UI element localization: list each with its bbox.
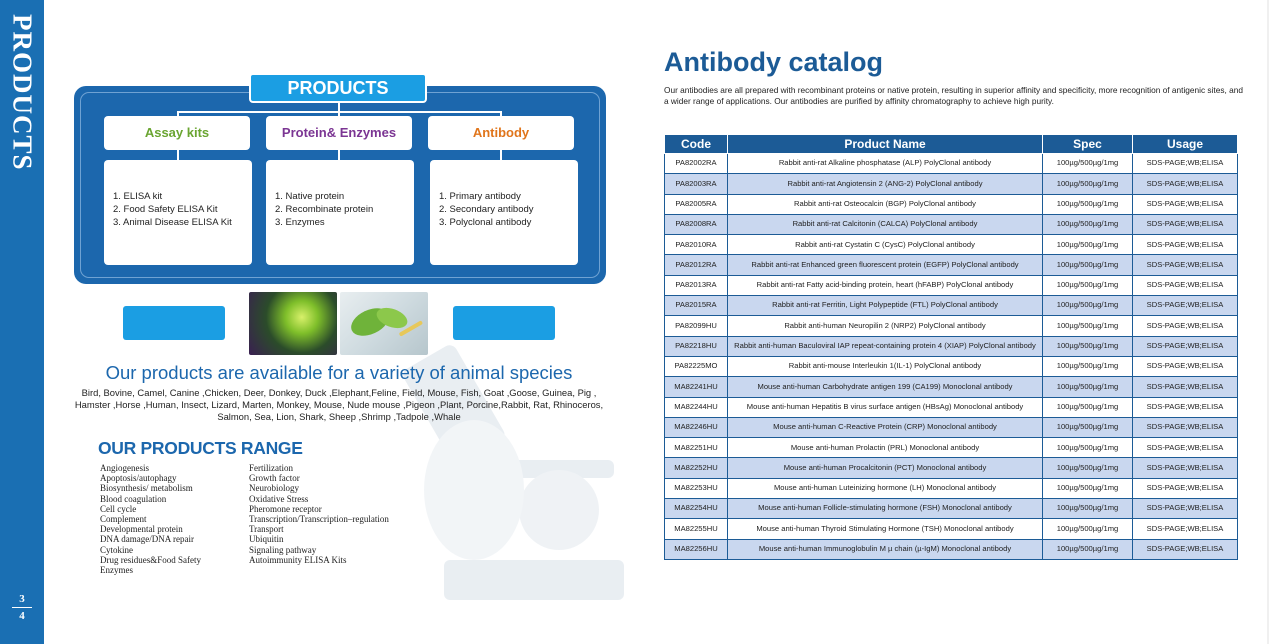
range-item: Angiogenesis bbox=[100, 463, 149, 473]
cell-usage: SDS-PAGE;WB;ELISA bbox=[1133, 154, 1238, 174]
cell-code: PA82225MO bbox=[665, 356, 728, 376]
range-item: Cell cycle bbox=[100, 503, 137, 514]
cell-product-name: Mouse anti-human Luteinizing hormone (LH) Monoclonal antibody bbox=[728, 478, 1043, 498]
cell-spec: 100µg/500µg/1mg bbox=[1043, 458, 1133, 478]
table-row bbox=[665, 336, 1238, 356]
cell-product-name: Mouse anti-human C-Reactive Protein (CRP) Monoclonal antibody bbox=[728, 417, 1043, 437]
cell-code: MA82252HU bbox=[665, 458, 728, 478]
cell-product-name: Mouse anti-human Procalcitonin (PCT) Monoclonal antibody bbox=[728, 458, 1043, 478]
range-title: OUR PRODUCTS RANGE bbox=[98, 438, 303, 458]
cell-usage: SDS-PAGE;WB;ELISA bbox=[1133, 377, 1238, 397]
range-item: Transport bbox=[249, 524, 284, 535]
cell-spec: 100µg/500µg/1mg bbox=[1043, 356, 1133, 376]
cell-code: PA82002RA bbox=[665, 154, 728, 174]
cell-product-name: Rabbit anti-mouse Interleukin 1(IL-1) PolyClonal antibody bbox=[728, 356, 1043, 376]
table-row bbox=[665, 194, 1238, 214]
plant-sample-photo bbox=[340, 292, 428, 355]
cell-product-name: Mouse anti-human Thyroid Stimulating Hormone (TSH) Monoclonal antibody bbox=[728, 519, 1043, 539]
range-column-1 bbox=[100, 463, 201, 575]
table-row bbox=[665, 438, 1238, 458]
table-row bbox=[665, 478, 1238, 498]
cell-usage: SDS-PAGE;WB;ELISA bbox=[1133, 438, 1238, 458]
cell-spec: 100µg/500µg/1mg bbox=[1043, 499, 1133, 519]
cell-usage: SDS-PAGE;WB;ELISA bbox=[1133, 296, 1238, 316]
cell-spec: 100µg/500µg/1mg bbox=[1043, 438, 1133, 458]
list-item: 3. Enzymes bbox=[275, 217, 325, 228]
cell-usage: SDS-PAGE;WB;ELISA bbox=[1133, 275, 1238, 295]
category-antibody: Antibody bbox=[428, 116, 574, 150]
cell-usage: SDS-PAGE;WB;ELISA bbox=[1133, 539, 1238, 559]
cell-product-name: Mouse anti-human Prolactin (PRL) Monoclonal antibody bbox=[728, 438, 1043, 458]
cell-usage: SDS-PAGE;WB;ELISA bbox=[1133, 194, 1238, 214]
cell-code: MA82244HU bbox=[665, 397, 728, 417]
category-assay-kits: Assay kits bbox=[104, 116, 250, 150]
cell-code: PA82008RA bbox=[665, 214, 728, 234]
range-item: Oxidative Stress bbox=[249, 493, 309, 504]
cell-product-name: Rabbit anti-rat Calcitonin (CALCA) PolyClonal antibody bbox=[728, 214, 1043, 234]
list-item: 2. Food Safety ELISA Kit bbox=[113, 204, 218, 215]
range-item: DNA damage/DNA repair bbox=[100, 534, 194, 545]
cell-code: MA82256HU bbox=[665, 539, 728, 559]
cell-spec: 100µg/500µg/1mg bbox=[1043, 539, 1133, 559]
range-item: Transcription/Transcription–regulation bbox=[249, 514, 389, 525]
table-row bbox=[665, 356, 1238, 376]
range-item: Complement bbox=[100, 514, 147, 525]
range-item: Autoimmunity ELISA Kits bbox=[249, 554, 347, 565]
table-row bbox=[665, 275, 1238, 295]
products-header: PRODUCTS bbox=[249, 73, 427, 103]
cell-product-name: Mouse anti-human Follicle-stimulating hormone (FSH) Monoclonal antibody bbox=[728, 499, 1043, 519]
table-row bbox=[665, 154, 1238, 174]
page-numbers bbox=[0, 593, 44, 622]
column-header-usage: Usage bbox=[1133, 135, 1238, 154]
cell-code: PA82005RA bbox=[665, 194, 728, 214]
table-row bbox=[665, 316, 1238, 336]
antibody-catalog-table bbox=[664, 134, 1238, 560]
list-item: 2. Secondary antibody bbox=[439, 204, 534, 215]
cell-product-name: Rabbit anti-rat Cystatin C (CysC) PolyClonal antibody bbox=[728, 235, 1043, 255]
cell-spec: 100µg/500µg/1mg bbox=[1043, 194, 1133, 214]
cell-code: MA82241HU bbox=[665, 377, 728, 397]
range-item: Pheromone receptor bbox=[249, 503, 322, 514]
cell-usage: SDS-PAGE;WB;ELISA bbox=[1133, 356, 1238, 376]
antibody-list bbox=[430, 160, 578, 265]
list-item: 3. Polyclonal antibody bbox=[439, 217, 532, 228]
assay-kits-list bbox=[104, 160, 252, 265]
cell-code: MA82255HU bbox=[665, 519, 728, 539]
cell-product-name: Mouse anti-human Immunoglobulin M µ chain (µ-IgM) Monoclonal antibody bbox=[728, 539, 1043, 559]
page-number-bottom: 4 bbox=[19, 610, 25, 622]
cell-code: MA82246HU bbox=[665, 417, 728, 437]
category-protein-enzymes: Protein& Enzymes bbox=[266, 116, 412, 150]
cell-spec: 100µg/500µg/1mg bbox=[1043, 255, 1133, 275]
table-row bbox=[665, 296, 1238, 316]
range-item: Developmental protein bbox=[100, 524, 183, 535]
cell-usage: SDS-PAGE;WB;ELISA bbox=[1133, 499, 1238, 519]
cell-product-name: Mouse anti-human Hepatitis B virus surface antigen (HBsAg) Monoclonal antibody bbox=[728, 397, 1043, 417]
column-header-spec: Spec bbox=[1043, 135, 1133, 154]
catalog-title: Antibody catalog bbox=[664, 47, 884, 77]
list-item: 1. ELISA kit bbox=[113, 191, 163, 202]
column-header-code: Code bbox=[665, 135, 728, 154]
table-row bbox=[665, 174, 1238, 194]
right-page bbox=[634, 0, 1269, 644]
table-row bbox=[665, 255, 1238, 275]
cell-spec: 100µg/500µg/1mg bbox=[1043, 519, 1133, 539]
cell-usage: SDS-PAGE;WB;ELISA bbox=[1133, 235, 1238, 255]
table-row bbox=[665, 519, 1238, 539]
variety-title: Our products are available for a variety of animal species bbox=[105, 362, 573, 383]
cell-code: MA82254HU bbox=[665, 499, 728, 519]
table-row bbox=[665, 539, 1238, 559]
range-item: Enzymes bbox=[100, 565, 133, 576]
cell-usage: SDS-PAGE;WB;ELISA bbox=[1133, 417, 1238, 437]
cell-usage: SDS-PAGE;WB;ELISA bbox=[1133, 316, 1238, 336]
cell-spec: 100µg/500µg/1mg bbox=[1043, 275, 1133, 295]
catalog-intro: Our antibodies are all prepared with recombinant proteins or native protein, resulting in superior affinity and specificity, more recognition of antigenic sites, and a wider range of applications. Our antibodies are purified by affinity chromatography to achieve high purity. bbox=[664, 85, 1243, 106]
species-list: Bird, Bovine, Camel, Canine ,Chicken, Deer, Donkey, Duck ,Elephant,Feline, Field, Mouse, Fish, Goat ,Goose, Guinea, Pig , Hamster ,Horse ,Human, Insect, Lizard, Marten, Monkey, Mouse, Nude mouse ,Pigeon ,Plant, Porcine,Rabbit, Rat, Rhinoceros, Salmon, Sea, Lion, Shark, Sheep ,Shrimp ,Tadpole ,Whale bbox=[74, 387, 604, 422]
left-page bbox=[44, 0, 634, 644]
cell-usage: SDS-PAGE;WB;ELISA bbox=[1133, 255, 1238, 275]
cell-spec: 100µg/500µg/1mg bbox=[1043, 214, 1133, 234]
range-item: Biosynthesis/ metabolism bbox=[100, 483, 193, 494]
cell-usage: SDS-PAGE;WB;ELISA bbox=[1133, 397, 1238, 417]
leaf-icon bbox=[340, 292, 428, 355]
catalog-body bbox=[665, 154, 1238, 560]
cell-code: PA82010RA bbox=[665, 235, 728, 255]
range-item: Blood coagulation bbox=[100, 493, 167, 504]
cell-product-name: Rabbit anti-rat Alkaline phosphatase (ALP) PolyClonal antibody bbox=[728, 154, 1043, 174]
side-title bbox=[2, 14, 42, 214]
cell-product-name: Rabbit anti-rat Osteocalcin (BGP) PolyClonal antibody bbox=[728, 194, 1043, 214]
page-number-rule bbox=[12, 607, 32, 608]
cell-usage: SDS-PAGE;WB;ELISA bbox=[1133, 336, 1238, 356]
cell-usage: SDS-PAGE;WB;ELISA bbox=[1133, 174, 1238, 194]
cell-product-name: Rabbit anti-human Neuropilin 2 (NRP2) PolyClonal antibody bbox=[728, 316, 1043, 336]
cell-spec: 100µg/500µg/1mg bbox=[1043, 174, 1133, 194]
cell-code: PA82013RA bbox=[665, 275, 728, 295]
range-item: Fertilization bbox=[249, 463, 293, 473]
blue-pill-right bbox=[453, 306, 555, 340]
page-number-top: 3 bbox=[19, 593, 25, 605]
cell-culture-photo bbox=[249, 292, 337, 355]
blue-pill-left bbox=[123, 306, 225, 340]
cell-code: PA82003RA bbox=[665, 174, 728, 194]
list-item: 1. Primary antibody bbox=[439, 191, 521, 202]
cell-product-name: Rabbit anti-rat Ferritin, Light Polypeptide (FTL) PolyClonal antibody bbox=[728, 296, 1043, 316]
cell-spec: 100µg/500µg/1mg bbox=[1043, 336, 1133, 356]
table-row bbox=[665, 417, 1238, 437]
cell-product-name: Mouse anti-human Carbohydrate antigen 199 (CA199) Monoclonal antibody bbox=[728, 377, 1043, 397]
cell-spec: 100µg/500µg/1mg bbox=[1043, 397, 1133, 417]
cell-spec: 100µg/500µg/1mg bbox=[1043, 235, 1133, 255]
cell-code: PA82218HU bbox=[665, 336, 728, 356]
cell-product-name: Rabbit anti-human Baculoviral IAP repeat-containing protein 4 (XIAP) PolyClonal antibody bbox=[728, 336, 1043, 356]
table-header-row bbox=[665, 135, 1238, 154]
range-item: Ubiquitin bbox=[249, 534, 284, 545]
cell-code: MA82251HU bbox=[665, 438, 728, 458]
cell-spec: 100µg/500µg/1mg bbox=[1043, 316, 1133, 336]
range-item: Drug residues&Food Safety bbox=[100, 554, 201, 565]
cell-code: PA82099HU bbox=[665, 316, 728, 336]
table-row bbox=[665, 499, 1238, 519]
protein-enzymes-list bbox=[266, 160, 414, 265]
table-row bbox=[665, 397, 1238, 417]
range-column-2 bbox=[249, 463, 389, 565]
cell-product-name: Rabbit anti-rat Fatty acid-binding protein, heart (hFABP) PolyClonal antibody bbox=[728, 275, 1043, 295]
side-band bbox=[0, 0, 44, 644]
cell-spec: 100µg/500µg/1mg bbox=[1043, 478, 1133, 498]
cell-code: PA82015RA bbox=[665, 296, 728, 316]
cell-spec: 100µg/500µg/1mg bbox=[1043, 154, 1133, 174]
range-item: Signaling pathway bbox=[249, 544, 317, 555]
cell-spec: 100µg/500µg/1mg bbox=[1043, 377, 1133, 397]
column-header-product-name: Product Name bbox=[728, 135, 1043, 154]
cell-usage: SDS-PAGE;WB;ELISA bbox=[1133, 519, 1238, 539]
cell-code: PA82012RA bbox=[665, 255, 728, 275]
cell-usage: SDS-PAGE;WB;ELISA bbox=[1133, 478, 1238, 498]
cell-code: MA82253HU bbox=[665, 478, 728, 498]
list-item: 3. Animal Disease ELISA Kit bbox=[113, 217, 232, 228]
table-row bbox=[665, 377, 1238, 397]
list-item: 2. Recombinate protein bbox=[275, 204, 374, 215]
cell-usage: SDS-PAGE;WB;ELISA bbox=[1133, 214, 1238, 234]
list-item: 1. Native protein bbox=[275, 191, 345, 202]
side-title-text: PRODUCTS bbox=[7, 14, 38, 171]
cell-usage: SDS-PAGE;WB;ELISA bbox=[1133, 458, 1238, 478]
table-row bbox=[665, 214, 1238, 234]
range-item: Neurobiology bbox=[249, 483, 299, 494]
cell-spec: 100µg/500µg/1mg bbox=[1043, 296, 1133, 316]
table-row bbox=[665, 458, 1238, 478]
cell-spec: 100µg/500µg/1mg bbox=[1043, 417, 1133, 437]
range-item: Cytokine bbox=[100, 544, 133, 555]
cell-product-name: Rabbit anti-rat Angiotensin 2 (ANG-2) PolyClonal antibody bbox=[728, 174, 1043, 194]
range-item: Growth factor bbox=[249, 473, 300, 484]
cell-product-name: Rabbit anti-rat Enhanced green fluorescent protein (EGFP) PolyClonal antibody bbox=[728, 255, 1043, 275]
table-row bbox=[665, 235, 1238, 255]
range-item: Apoptosis/autophagy bbox=[100, 473, 177, 484]
